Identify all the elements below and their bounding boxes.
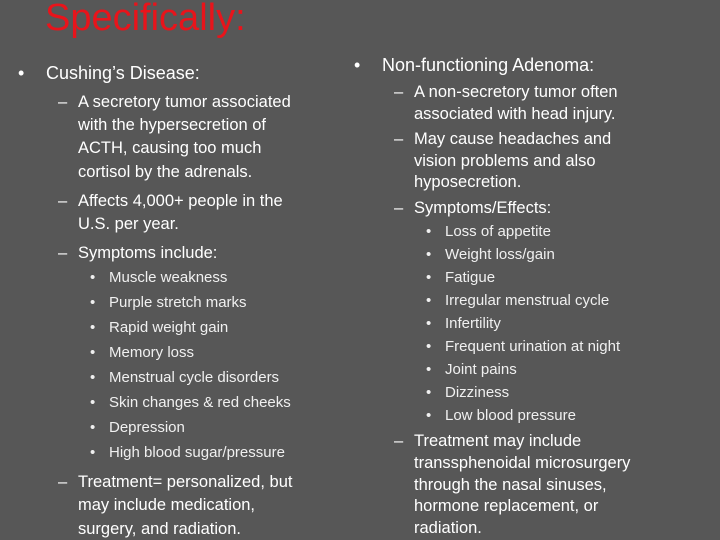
dash-bullet: – xyxy=(58,93,68,111)
dash-bullet: – xyxy=(394,432,404,450)
right-point-line: A non-secretory tumor often xyxy=(414,83,618,101)
list-item: Dizziness xyxy=(445,384,510,401)
left-point-line: ACTH, causing too much xyxy=(78,139,262,157)
right-point-line: associated with head injury. xyxy=(414,105,616,123)
slide-title: Specifically: xyxy=(45,0,246,39)
list-item: Irregular menstrual cycle xyxy=(445,292,610,309)
dash-bullet: – xyxy=(58,192,68,210)
right-treatment-line: through the nasal sinuses, xyxy=(414,476,607,494)
right-point-line: hyposecretion. xyxy=(414,173,522,191)
list-item: Depression xyxy=(109,419,185,436)
list-item: Joint pains xyxy=(445,361,517,378)
small-bullet: • xyxy=(90,419,96,436)
list-item: Weight loss/gain xyxy=(445,246,555,263)
small-bullet: • xyxy=(426,361,432,378)
dash-bullet: – xyxy=(394,83,404,101)
list-item: Memory loss xyxy=(109,344,195,361)
left-point-line: Affects 4,000+ people in the xyxy=(78,192,283,210)
list-item: Muscle weakness xyxy=(109,269,228,286)
left-treatment-line: Treatment= personalized, but xyxy=(78,473,293,491)
dash-bullet: – xyxy=(58,244,68,262)
small-bullet: • xyxy=(90,269,96,286)
left-point-line: Symptoms include: xyxy=(78,244,218,262)
list-item: Infertility xyxy=(445,315,501,332)
small-bullet: • xyxy=(90,294,96,311)
small-bullet: • xyxy=(426,223,432,240)
list-item: High blood sugar/pressure xyxy=(109,444,285,461)
small-bullet: • xyxy=(90,344,96,361)
right-treatment-line: radiation. xyxy=(414,519,482,537)
list-item: Rapid weight gain xyxy=(109,319,229,336)
small-bullet: • xyxy=(426,246,432,263)
small-bullet: • xyxy=(426,269,432,286)
right-treatment-line: transsphenoidal microsurgery xyxy=(414,454,631,472)
small-bullet: • xyxy=(90,394,96,411)
dash-bullet: – xyxy=(394,130,404,148)
list-item: Frequent urination at night xyxy=(445,338,621,355)
list-item: Menstrual cycle disorders xyxy=(109,369,280,386)
small-bullet: • xyxy=(90,369,96,386)
right-point-line: Symptoms/Effects: xyxy=(414,199,552,217)
list-item: Skin changes & red cheeks xyxy=(109,394,291,411)
list-item: Fatigue xyxy=(445,269,496,286)
right-treatment-line: hormone replacement, or xyxy=(414,497,599,515)
small-bullet: • xyxy=(90,319,96,336)
small-bullet: • xyxy=(426,292,432,309)
right-heading: Non-functioning Adenoma: xyxy=(382,55,595,75)
left-point-line: with the hypersecretion of xyxy=(78,116,267,134)
list-item: Low blood pressure xyxy=(445,407,576,424)
list-item: Loss of appetite xyxy=(445,223,551,240)
small-bullet: • xyxy=(426,315,432,332)
dash-bullet: – xyxy=(58,473,68,491)
left-point-line: U.S. per year. xyxy=(78,215,179,233)
left-point-line: cortisol by the adrenals. xyxy=(78,163,253,181)
bullet-level1: • xyxy=(18,63,25,83)
small-bullet: • xyxy=(90,444,96,461)
small-bullet: • xyxy=(426,384,432,401)
left-treatment-line: may include medication, xyxy=(78,496,256,514)
right-treatment-line: Treatment may include xyxy=(414,432,582,450)
dash-bullet: – xyxy=(394,199,404,217)
list-item: Purple stretch marks xyxy=(109,294,247,311)
small-bullet: • xyxy=(426,338,432,355)
left-heading: Cushing’s Disease: xyxy=(46,63,200,83)
bullet-level1: • xyxy=(354,55,361,75)
right-point-line: May cause headaches and xyxy=(414,130,612,148)
right-point-line: vision problems and also xyxy=(414,152,596,170)
small-bullet: • xyxy=(426,407,432,424)
left-point-line: A secretory tumor associated xyxy=(78,93,291,111)
left-treatment-line: surgery, and radiation. xyxy=(78,520,241,538)
